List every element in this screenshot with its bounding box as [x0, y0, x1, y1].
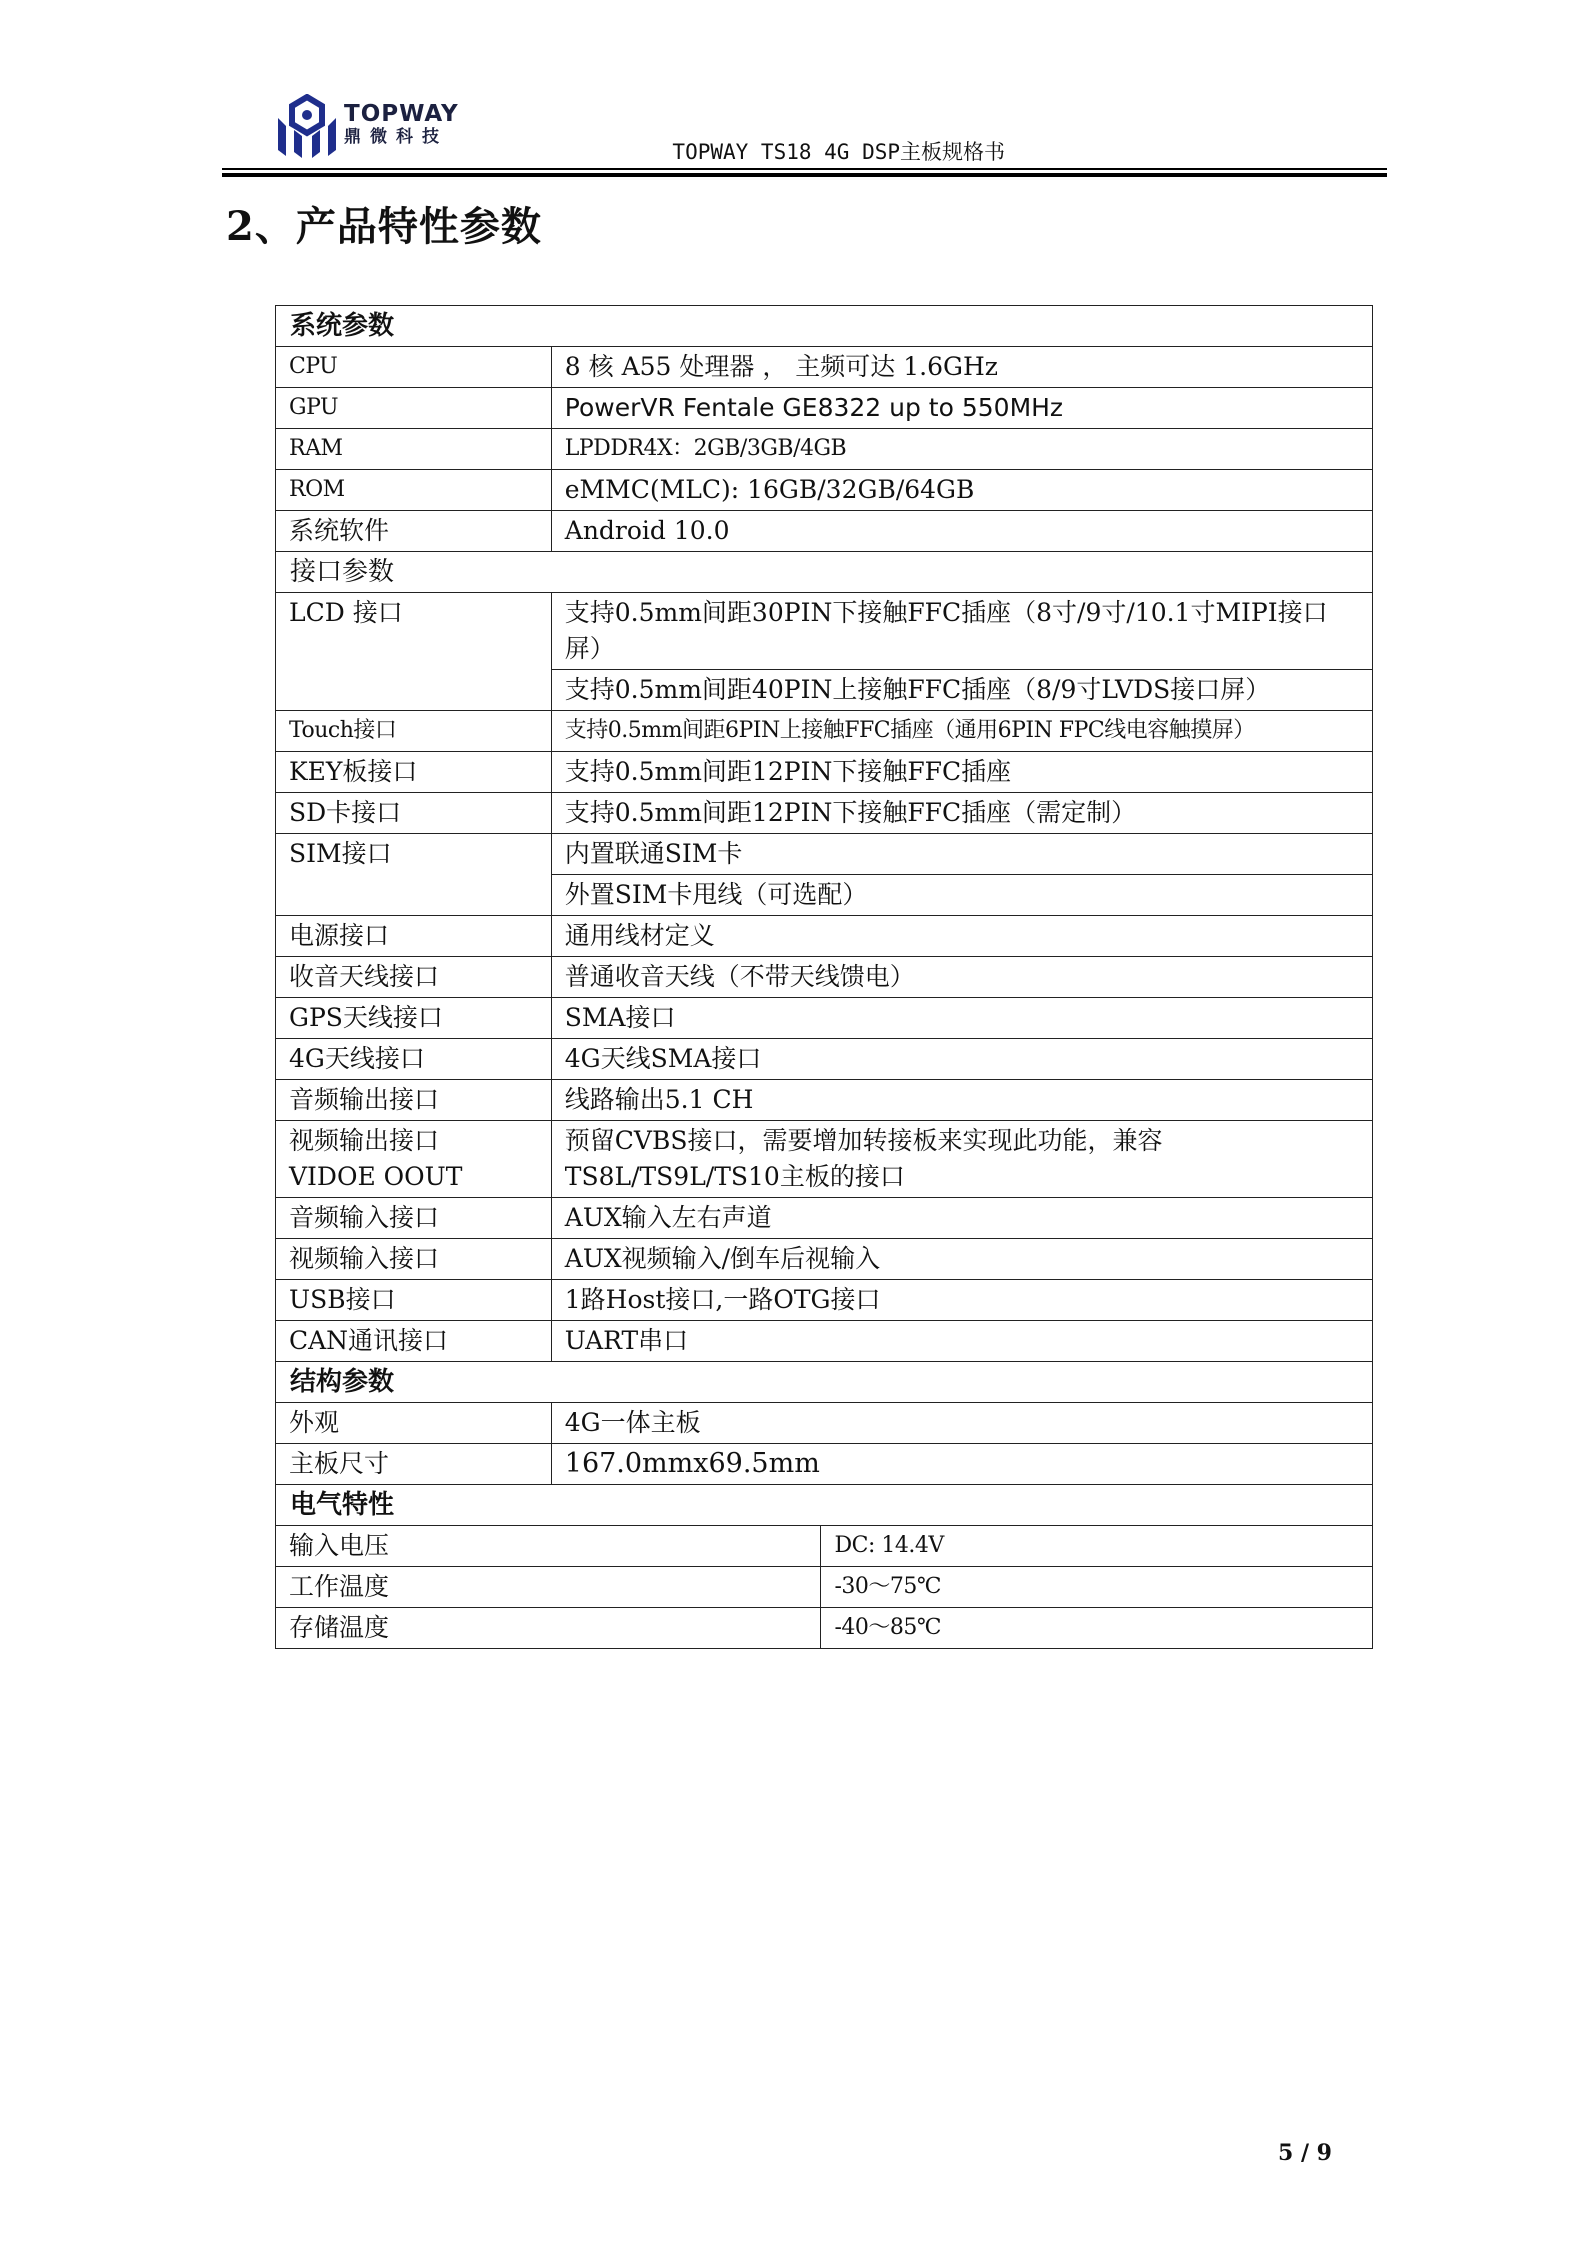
row-label: SD卡接口	[276, 793, 552, 834]
brand-name-en: TOPWAY	[344, 101, 459, 127]
row-label: 4G天线接口	[276, 1039, 552, 1080]
section-heading: 2、产品特性参数	[226, 203, 542, 250]
table-row	[276, 1608, 1373, 1649]
row-value: 4G一体主板	[551, 1403, 1372, 1444]
table-row	[276, 834, 1373, 875]
section-row-system	[276, 306, 1373, 347]
row-value: 支持0.5mm间距12PIN下接触FFC插座	[551, 752, 1372, 793]
row-value: 4G天线SMA接口	[551, 1039, 1372, 1080]
row-label: Touch接口	[276, 711, 552, 752]
row-label: 存储温度	[276, 1608, 821, 1649]
table-row	[276, 998, 1373, 1039]
section-row-structure	[276, 1362, 1373, 1403]
row-label: GPS天线接口	[276, 998, 552, 1039]
table-row	[276, 470, 1373, 511]
row-value: 线路输出5.1 CH	[551, 1080, 1372, 1121]
table-row	[276, 711, 1373, 752]
row-label: 收音天线接口	[276, 957, 552, 998]
header-divider-thick	[222, 173, 1387, 177]
header-divider-thin	[222, 168, 1387, 170]
row-value: 支持0.5mm间距12PIN下接触FFC插座（需定制）	[551, 793, 1372, 834]
row-value: LPDDR4X：2GB/3GB/4GB	[551, 429, 1372, 470]
table-row	[276, 752, 1373, 793]
table-row	[276, 1121, 1373, 1198]
section-title: 结构参数	[276, 1362, 1373, 1403]
row-value: 普通收音天线（不带天线馈电）	[551, 957, 1372, 998]
row-label	[276, 1121, 552, 1198]
row-label-line: 视频输出接口	[289, 1126, 440, 1155]
section-row-electrical	[276, 1485, 1373, 1526]
row-label: 主板尺寸	[276, 1444, 552, 1485]
row-value: AUX视频输入/倒车后视输入	[551, 1239, 1372, 1280]
row-value-line: TS8L/TS9L/TS10主板的接口	[564, 1162, 905, 1191]
section-row-interface	[276, 552, 1373, 593]
row-label: 视频输入接口	[276, 1239, 552, 1280]
table-row	[276, 793, 1373, 834]
table-row	[276, 1239, 1373, 1280]
table-row	[276, 1321, 1373, 1362]
row-value: 外置SIM卡甩线（可选配）	[551, 875, 1372, 916]
table-row	[276, 429, 1373, 470]
table-row	[276, 1198, 1373, 1239]
row-label: 音频输入接口	[276, 1198, 552, 1239]
row-value: DC: 14.4V	[821, 1526, 1373, 1567]
table-row	[276, 1567, 1373, 1608]
row-label: 音频输出接口	[276, 1080, 552, 1121]
row-label: 输入电压	[276, 1526, 821, 1567]
row-label: 系统软件	[276, 511, 552, 552]
row-value: -30～75℃	[821, 1567, 1373, 1608]
row-value: SMA接口	[551, 998, 1372, 1039]
table-row	[276, 957, 1373, 998]
table-row	[276, 1526, 1373, 1567]
row-label: 电源接口	[276, 916, 552, 957]
document-title: TOPWAY TS18 4G DSP主板规格书	[672, 140, 1005, 164]
row-value: UART串口	[551, 1321, 1372, 1362]
table-row	[276, 593, 1373, 670]
table-row	[276, 1039, 1373, 1080]
page-header	[222, 92, 1387, 178]
row-label: KEY板接口	[276, 752, 552, 793]
row-value: 支持0.5mm间距30PIN下接触FFC插座（8寸/9寸/10.1寸MIPI接口屏）	[551, 593, 1372, 670]
row-label: GPU	[276, 388, 552, 429]
spec-table	[275, 305, 1373, 1649]
table-row	[276, 916, 1373, 957]
row-label: ROM	[276, 470, 552, 511]
row-value-line: 预留CVBS接口，需要增加转接板来实现此功能，兼容	[564, 1126, 1163, 1155]
table-row	[276, 1403, 1373, 1444]
section-title: 电气特性	[276, 1485, 1373, 1526]
row-value: 167.0mmx69.5mm	[551, 1444, 1372, 1485]
row-label: 工作温度	[276, 1567, 821, 1608]
row-label: 外观	[276, 1403, 552, 1444]
row-label-line: VIDOE OOUT	[289, 1162, 463, 1191]
page-number: 5 / 9	[1278, 2140, 1332, 2166]
table-row	[276, 511, 1373, 552]
section-title: 接口参数	[276, 552, 1373, 593]
table-row	[276, 1444, 1373, 1485]
section-title: 系统参数	[276, 306, 1373, 347]
row-value: eMMC(MLC): 16GB/32GB/64GB	[551, 470, 1372, 511]
row-value: 8 核 A55 处理器 ， 主频可达 1.6GHz	[551, 347, 1372, 388]
row-value: PowerVR Fentale GE8322 up to 550MHz	[551, 388, 1372, 429]
row-value: 1路Host接口,一路OTG接口	[551, 1280, 1372, 1321]
row-value: AUX输入左右声道	[551, 1198, 1372, 1239]
row-value: 支持0.5mm间距40PIN上接触FFC插座（8/9寸LVDS接口屏）	[551, 670, 1372, 711]
brand-name-cn: 鼎微科技	[344, 127, 448, 147]
row-value: Android 10.0	[551, 511, 1372, 552]
table-row	[276, 388, 1373, 429]
row-label: CAN通讯接口	[276, 1321, 552, 1362]
row-value: 内置联通SIM卡	[551, 834, 1372, 875]
table-row	[276, 1280, 1373, 1321]
table-row	[276, 1080, 1373, 1121]
row-label: RAM	[276, 429, 552, 470]
row-value	[551, 1121, 1372, 1198]
table-row	[276, 347, 1373, 388]
row-value: -40～85℃	[821, 1608, 1373, 1649]
row-label: LCD 接口	[276, 593, 552, 711]
row-label: USB接口	[276, 1280, 552, 1321]
row-value: 支持0.5mm间距6PIN上接触FFC插座（通用6PIN FPC线电容触摸屏）	[551, 711, 1372, 752]
row-label: CPU	[276, 347, 552, 388]
row-label: SIM接口	[276, 834, 552, 916]
row-value: 通用线材定义	[551, 916, 1372, 957]
